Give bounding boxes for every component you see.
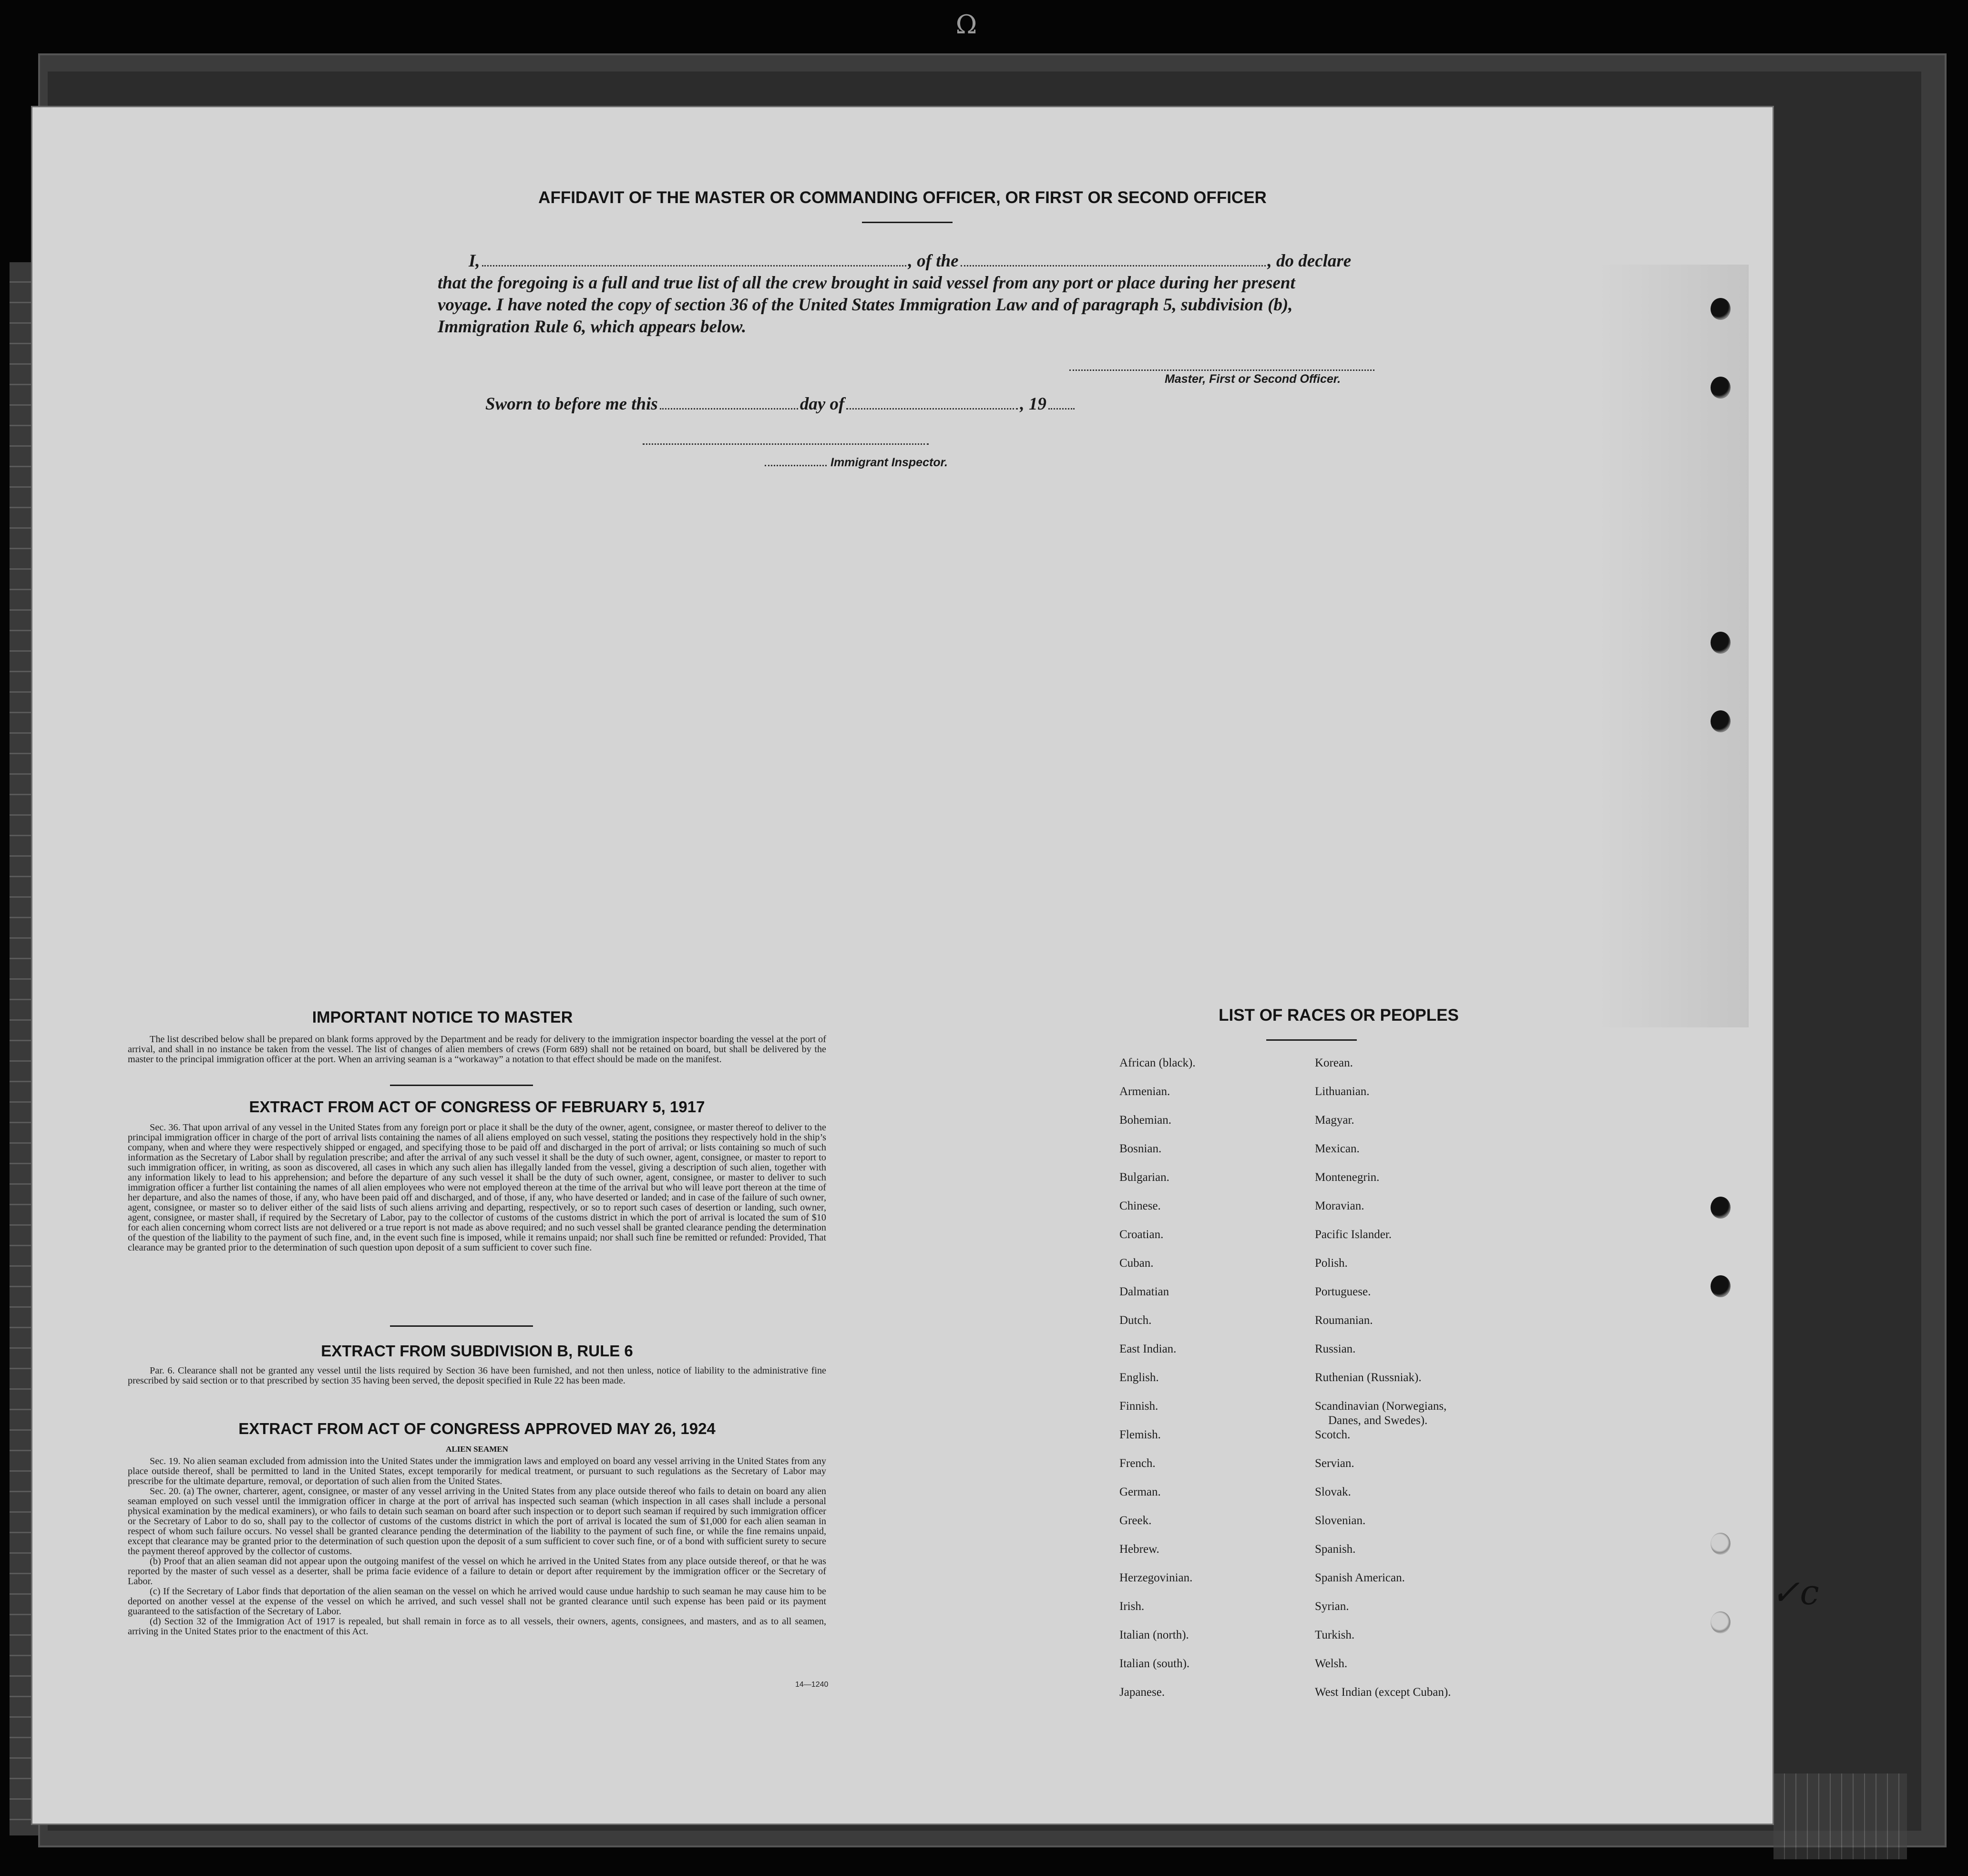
race-item: Croatian. (1119, 1228, 1164, 1241)
race-item: Armenian. (1119, 1085, 1170, 1098)
affidavit-line-3: voyage. I have noted the copy of section 36 of the United States Immigration Law and of paragraph 5, subdivision (b), (438, 295, 1293, 315)
extract-rule6-text: Par. 6. Clearance shall not be granted any vessel until the lists required by Section 36 have been furnished, and not then unless, notice of liability to the administrative fine prescribed by said section or to that prescribed by section 35 having been served, the deposit specified in Rule 22 has been made. (128, 1365, 826, 1386)
races-left-column (1119, 1056, 1301, 1714)
race-item: Lithuanian. (1315, 1085, 1370, 1098)
extract-1917-text: Sec. 36. That upon arrival of any vessel in the United States from any foreign port or place it shall be the duty of the owner, agent, consignee, or master thereof to deliver to the principal immigration officer in charge of the port of arrival lists containing the names of all aliens employed on such vessel, stating the positions they respectively hold in the ship’s company, when and where they were respectively shipped or engaged, and specifying those to be paid off and discharged in the port of arrival; or lists containing so much of such information as the Secretary of Labor shall by regulation prescribe; and after the arrival of any such vessel it shall be the duty of such owner, agent, consignee, or master to report to such immigration officer, in writing, as soon as discovered, all cases in which any such alien has illegally landed from the vessel, giving a description of such alien, together with any information likely to lead to his apprehension; and before the departure of any such vessel it shall be the duty of such owner, agent, consignee, or master to deliver to such immigration officer a further list containing the names of all alien employees who were not employed thereon at the time of the arrival but who will leave port thereon at the time of her departure, and also the names of those, if any, who have been paid off and discharged, and of those, if any, who have deserted or landed; and in case of the failure of such owner, agent, consignee, or master so to deliver either of the said lists of such aliens arriving and departing, respectively, or so to report such cases of desertion or landing, such owner, agent, consignee, or master shall, if required by the Secretary of Labor, pay to the collector of customs of the customs district in which the port of arrival is located the sum of $10 for each alien concerning whom correct lists are not delivered or a true report is not made as above required; and no such vessel shall be granted clearance pending the determination of the question of the liability to the payment of such fine, and, in the event such fine is imposed, while it remains unpaid; nor shall such fine be remitted or refunded: Provided, That clearance may be granted prior to the determination of such question upon deposit of a sum sufficient to cover such fine. (128, 1122, 826, 1253)
extract-rule6-title: EXTRACT FROM SUBDIVISION B, RULE 6 (321, 1342, 633, 1360)
binder-hole (1711, 1275, 1731, 1297)
notice-text: The list described below shall be prepared on blank forms approved by the Department and be ready for delivery to the immigration inspector boarding the vessel at the port of arrival, and shall in no instance be taken from the vessel. The list of changes of alien members of crews (Form 689) shall not be retained on board, but shall be delivered by the master to the principal immigration officer at the port. When an arriving seaman is a “workaway” a notation to that effect should be made on the manifest. (128, 1034, 826, 1065)
race-item: East Indian. (1119, 1343, 1177, 1355)
manifest-page (32, 107, 1773, 1824)
races-right-column (1315, 1056, 1534, 1714)
races-title: LIST OF RACES OR PEOPLES (1219, 1006, 1459, 1025)
race-item: Turkish. (1315, 1629, 1355, 1641)
binder-hole (1711, 632, 1731, 654)
race-item: Hebrew. (1119, 1543, 1159, 1556)
extract-1924-text: Sec. 19. No alien seaman excluded from admission into the United States under the immigration laws and employed on board any vessel arriving in the United States from any place outside thereof, shall be permitted to land in the United States, except temporarily for medical treatment, or pursuant to such regulations as the Secretary of Labor may prescribe for the ultimate departure, removal, or deportation of such alien from the United States. Sec. 20. (a) The owner, charterer, agent, consignee, or master of any vessel arriving in the United States from any place outside thereof who fails to detain on board any alien seaman employed on such vessel until the immigration officer in charge at the port of arrival has inspected such seaman (which inspection in all cases shall include a personal physical examination by the medical examiners), or who fails to detain such seaman on board after such inspection or to deport such seaman if required by such immigration officer or the Secretary of Labor to do so, shall pay to the collector of customs of the customs district in which the port of arrival is located the sum of $1,000 for each alien seaman in respect of whom such failure occurs. No vessel shall be granted clearance pending the determination of the liability to the payment of such fine, or while the fine remains unpaid, except that clearance may be granted prior to the determination of such question upon the deposit of a sum sufficient to cover such fine, or of a bond with sufficient surety to secure the payment thereof approved by the collector of customs. (b) Proof that an alien seaman did not appear upon the outgoing manifest of the vessel on which he arrived in the United States from any place outside thereof, or that he was reported by the master of such vessel as a deserter, shall be prima facie evidence of a failure to detain or deport after requirement by the immigration officer or the Secretary of Labor. (c) If the Secretary of Labor finds that deportation of the alien seaman on the vessel on which he arrived would cause undue hardship to such seaman he may cause him to be deported on another vessel at the expense of the vessel on which he arrived, and such vessel shall not be granted clearance until such expense has been paid or its payment guaranteed to the satisfaction of the Secretary of Labor. (d) Section 32 of the Immigration Act of 1917 is repealed, but shall remain in force as to all vessels, their owners, agents, consignees, and masters, and as to all seamen, arriving in the United States prior to the enactment of this Act. (128, 1456, 826, 1637)
race-item: Scotch. (1315, 1428, 1351, 1441)
race-item: Greek. (1119, 1514, 1152, 1527)
race-item: Spanish. (1315, 1543, 1356, 1556)
extract-1917-title: EXTRACT FROM ACT OF CONGRESS OF FEBRUARY 5, 1917 (249, 1098, 705, 1116)
race-item: Cuban. (1119, 1257, 1154, 1270)
race-item-continuation: Danes, and Swedes). (1328, 1414, 1428, 1427)
race-item: Pacific Islander. (1315, 1228, 1392, 1241)
race-item: Syrian. (1315, 1600, 1349, 1613)
race-item: French. (1119, 1457, 1156, 1470)
race-item: Slovak. (1315, 1486, 1351, 1498)
race-item: Chinese. (1119, 1199, 1161, 1212)
top-mark: Ω (955, 10, 977, 40)
extract-1924-title: EXTRACT FROM ACT OF CONGRESS APPROVED MAY 26, 1924 (238, 1420, 716, 1437)
inspector-signature-line (643, 443, 929, 445)
race-item: Spanish American. (1315, 1571, 1405, 1584)
binder-hole (1711, 298, 1731, 320)
section-rule (390, 1085, 533, 1086)
race-item: English. (1119, 1371, 1159, 1384)
affidavit-line-1: I, , of the , do declare (469, 251, 1352, 271)
sworn-line: Sworn to before me this day of , 19 (485, 393, 1075, 415)
race-item: Servian. (1315, 1457, 1354, 1470)
race-item: Roumanian. (1315, 1314, 1373, 1327)
race-item: Flemish. (1119, 1428, 1161, 1441)
title-rule (862, 222, 953, 223)
affidavit-line-4: Immigration Rule 6, which appears below. (438, 317, 747, 337)
races-rule (1266, 1039, 1357, 1041)
race-item: Italian (south). (1119, 1657, 1190, 1670)
race-item: Slovenian. (1315, 1514, 1366, 1527)
binder-hole (1711, 710, 1731, 732)
binder-hole (1711, 377, 1731, 399)
section-rule (390, 1325, 533, 1327)
affidavit-line-2: that the foregoing is a full and true list of all the crew brought in said vessel from any port or place during her present (438, 273, 1295, 293)
handwritten-margin-note: ✓c (1771, 1572, 1819, 1612)
race-item: Japanese. (1119, 1686, 1165, 1699)
form-number: 14—1240 (795, 1681, 829, 1689)
race-item: Magyar. (1315, 1114, 1354, 1127)
binder-hole (1711, 1533, 1731, 1555)
extract-1924-subtitle: ALIEN SEAMEN (446, 1445, 508, 1454)
race-item: Italian (north). (1119, 1629, 1189, 1641)
race-item: Bosnian. (1119, 1142, 1162, 1155)
race-item: Bohemian. (1119, 1114, 1172, 1127)
race-item: Welsh. (1315, 1657, 1348, 1670)
race-item: Russian. (1315, 1343, 1356, 1355)
race-item: Moravian. (1315, 1199, 1364, 1212)
race-item: African (black). (1119, 1056, 1196, 1069)
race-item: Dutch. (1119, 1314, 1152, 1327)
race-item: Polish. (1315, 1257, 1348, 1270)
binder-hole (1711, 1197, 1731, 1219)
race-item: Ruthenian (Russniak). (1315, 1371, 1422, 1384)
binder-hole (1711, 1611, 1731, 1633)
signature-line (1069, 369, 1374, 371)
race-item: Portuguese. (1315, 1285, 1371, 1298)
notice-title: IMPORTANT NOTICE TO MASTER (312, 1008, 573, 1026)
affidavit-title: AFFIDAVIT OF THE MASTER OR COMMANDING OFFICER, OR FIRST OR SECOND OFFICER (538, 188, 1267, 207)
race-item: Bulgarian. (1119, 1171, 1169, 1184)
race-item: Irish. (1119, 1600, 1145, 1613)
race-item (1315, 1399, 1534, 1428)
race-item: Herzegovinian. (1119, 1571, 1193, 1584)
race-item: Finnish. (1119, 1400, 1158, 1413)
race-item: German. (1119, 1486, 1161, 1498)
race-item: Korean. (1315, 1056, 1353, 1069)
race-item: Mexican. (1315, 1142, 1360, 1155)
race-item: Montenegrin. (1315, 1171, 1380, 1184)
race-item: West Indian (except Cuban). (1315, 1686, 1451, 1699)
race-item: Dalmatian (1119, 1285, 1169, 1298)
inspector-caption: Immigrant Inspector. (765, 455, 948, 470)
ledger-edge-bottom-right (1773, 1773, 1907, 1859)
race-item-line: Scandinavian (Norwegians, (1315, 1400, 1447, 1413)
signature-caption: Master, First or Second Officer. (1165, 372, 1341, 386)
